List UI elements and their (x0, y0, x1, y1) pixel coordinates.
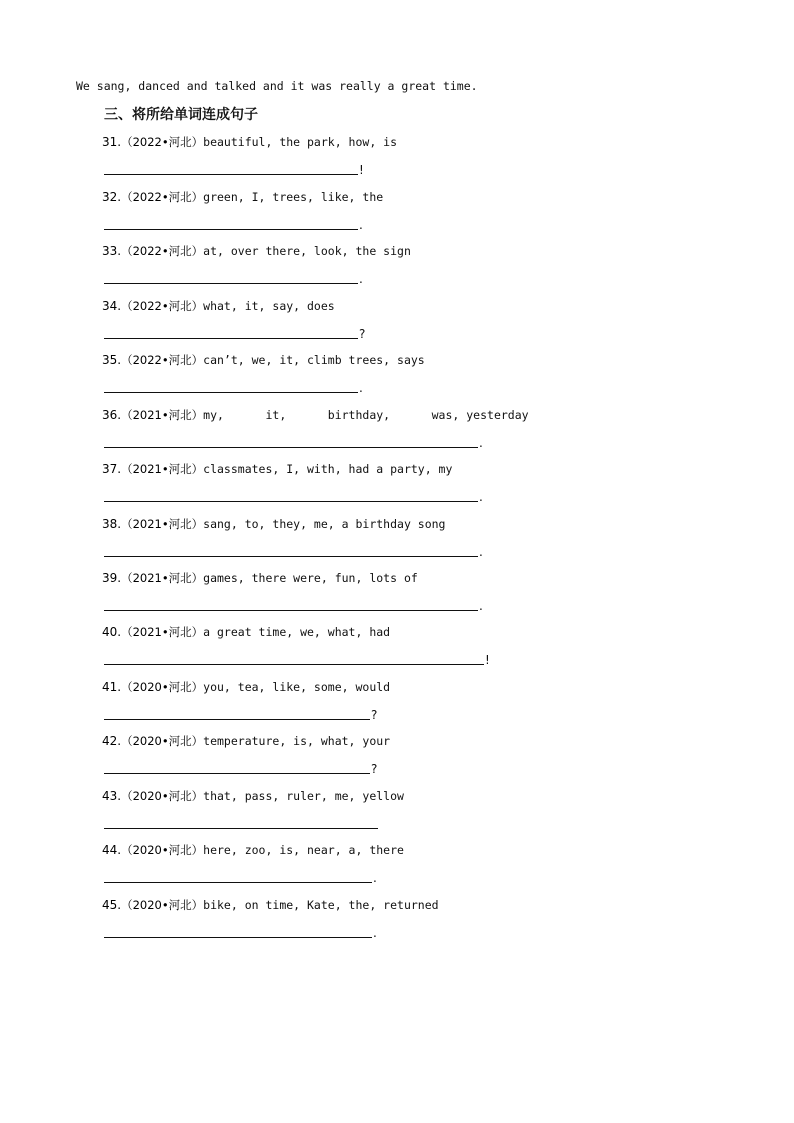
question-line (102, 515, 445, 533)
question-line (102, 623, 390, 641)
question-words: temperature, is, what, your (203, 734, 391, 748)
ending-punctuation: ! (485, 653, 490, 667)
ending-punctuation: . (479, 436, 483, 450)
question-source: （2020•河北） (121, 898, 204, 912)
question-source: （2020•河北） (121, 789, 204, 803)
question-item (102, 297, 782, 351)
question-line (102, 841, 404, 859)
question-item (102, 406, 782, 460)
question-line (102, 242, 411, 260)
question-words: at, over there, look, the sign (203, 244, 411, 258)
section-heading: 三、将所给单词连成句子 (104, 107, 258, 123)
question-item (102, 460, 782, 514)
question-source: （2020•河北） (121, 843, 204, 857)
question-number: 31. (102, 135, 122, 149)
ending-punctuation: . (479, 545, 483, 559)
question-item (102, 351, 782, 405)
answer-blank[interactable] (104, 215, 358, 230)
question-source: （2021•河北） (121, 571, 204, 585)
question-words: bike, on time, Kate, the, returned (203, 898, 439, 912)
question-number: 43. (102, 789, 122, 803)
answer-blank[interactable] (104, 705, 370, 720)
question-item (102, 188, 782, 242)
question-item (102, 623, 782, 677)
question-source: （2022•河北） (121, 135, 204, 149)
answer-blank[interactable] (104, 269, 358, 284)
answer-blank[interactable] (104, 596, 478, 611)
question-words: green, I, trees, like, the (203, 190, 384, 204)
question-source: （2022•河北） (121, 244, 204, 258)
ending-punctuation: . (359, 381, 363, 395)
question-number: 34. (102, 299, 122, 313)
answer-blank[interactable] (104, 433, 478, 448)
answer-blank[interactable] (104, 814, 378, 829)
question-words: that, pass, ruler, me, yellow (203, 789, 404, 803)
ending-punctuation: ! (359, 163, 364, 177)
question-words: what, it, say, does (203, 299, 335, 313)
question-words: here, zoo, is, near, a, there (203, 843, 404, 857)
question-item (102, 678, 782, 732)
question-number: 41. (102, 680, 122, 694)
answer-blank[interactable] (104, 759, 370, 774)
question-number: 38. (102, 517, 122, 531)
question-words: beautiful, the park, how, is (203, 135, 398, 149)
question-item (102, 515, 782, 569)
question-number: 40. (102, 625, 122, 639)
question-line (102, 406, 529, 424)
question-line (102, 787, 404, 805)
answer-blank[interactable] (104, 378, 358, 393)
answer-blank[interactable] (104, 487, 478, 502)
question-item (102, 787, 782, 841)
question-words: sang, to, they, me, a birthday song (203, 517, 446, 531)
question-source: （2020•河北） (121, 734, 204, 748)
question-source: （2021•河北） (121, 462, 204, 476)
question-number: 36. (102, 408, 122, 422)
ending-punctuation: . (359, 218, 363, 232)
question-number: 32. (102, 190, 122, 204)
question-line (102, 460, 452, 478)
question-line (102, 678, 390, 696)
question-item (102, 896, 782, 950)
question-number: 33. (102, 244, 122, 258)
question-words: you, tea, like, some, would (203, 680, 391, 694)
question-item (102, 242, 782, 296)
question-source: （2021•河北） (121, 625, 204, 639)
ending-punctuation: ? (359, 327, 366, 341)
answer-blank[interactable] (104, 923, 372, 938)
answer-blank[interactable] (104, 650, 484, 665)
question-line (102, 732, 390, 750)
question-item (102, 133, 782, 187)
answer-blank[interactable] (104, 324, 358, 339)
question-number: 45. (102, 898, 122, 912)
question-line (102, 896, 439, 914)
answer-blank[interactable] (104, 160, 358, 175)
question-line (102, 133, 397, 151)
answer-blank[interactable] (104, 542, 478, 557)
question-number: 37. (102, 462, 122, 476)
ending-punctuation: ? (371, 762, 378, 776)
question-source: （2021•河北） (121, 517, 204, 531)
ending-punctuation: . (479, 490, 483, 504)
ending-punctuation: . (359, 272, 363, 286)
ending-punctuation: . (373, 926, 377, 940)
question-line (102, 297, 335, 315)
question-line (102, 351, 425, 369)
question-words: classmates, I, with, had a party, my (203, 462, 453, 476)
question-number: 42. (102, 734, 122, 748)
question-item (102, 569, 782, 623)
question-words: a great time, we, what, had (203, 625, 391, 639)
answer-blank[interactable] (104, 868, 372, 883)
question-source: （2022•河北） (121, 353, 204, 367)
question-number: 35. (102, 353, 122, 367)
ending-punctuation: . (479, 599, 483, 613)
ending-punctuation: ? (371, 708, 378, 722)
intro-sentence: We sang, danced and talked and it was really a great time. (76, 79, 478, 93)
question-source: （2022•河北） (121, 190, 204, 204)
question-source: （2021•河北） (121, 408, 204, 422)
question-line (102, 188, 383, 206)
ending-punctuation: . (373, 871, 377, 885)
question-number: 44. (102, 843, 122, 857)
question-words: games, there were, fun, lots of (203, 571, 418, 585)
question-words: my, it, birthday, was, yesterday (203, 408, 529, 422)
question-words: can’t, we, it, climb trees, says (203, 353, 425, 367)
question-item (102, 841, 782, 895)
question-source: （2022•河北） (121, 299, 204, 313)
question-number: 39. (102, 571, 122, 585)
question-item (102, 732, 782, 786)
question-line (102, 569, 418, 587)
question-source: （2020•河北） (121, 680, 204, 694)
